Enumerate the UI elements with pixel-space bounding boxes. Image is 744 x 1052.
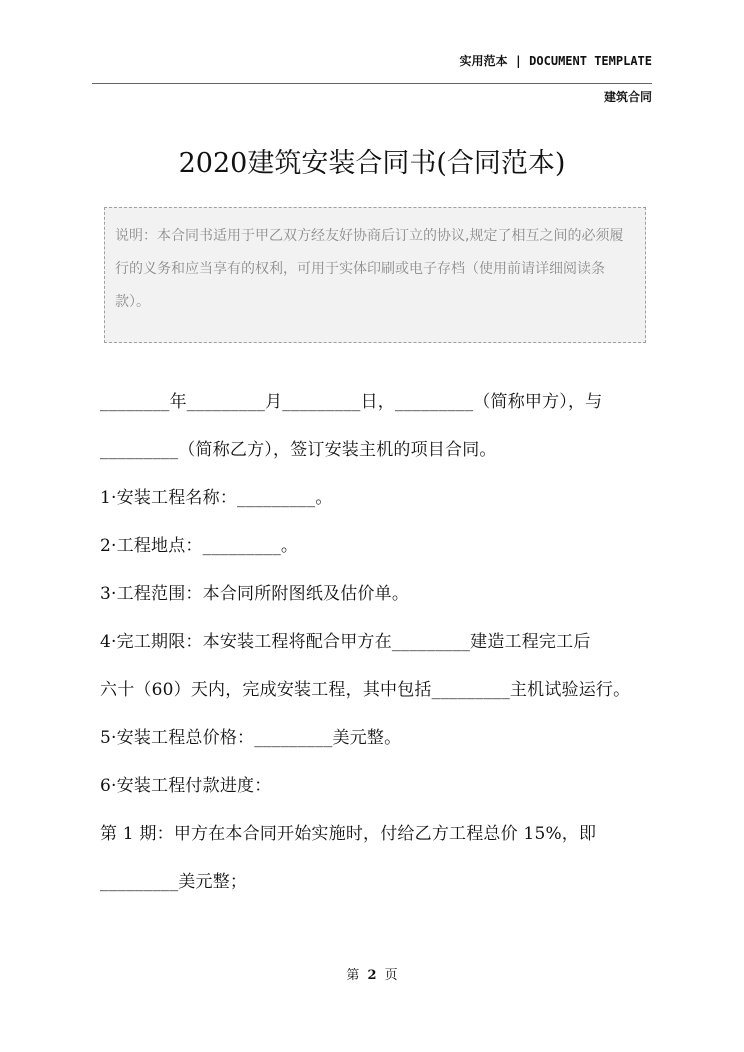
clause-project-name: 1·安装工程名称：_________。 (100, 488, 333, 508)
payment-phase-1: 第 1 期：甲方在本合同开始实施时，付给乙方工程总价 15%，即 (100, 824, 597, 844)
header-doc-label: 实用范本 | DOCUMENT TEMPLATE (459, 54, 652, 68)
document-title: 2020建筑安装合同书(合同范本) (178, 148, 566, 179)
contract-body (100, 378, 660, 906)
paragraph-parties-cont: _________（简称乙方），签订安装主机的项目合同。 (100, 440, 497, 460)
footer-prefix: 第 (346, 968, 360, 983)
clause-project-location: 2·工程地点：_________。 (100, 536, 299, 556)
footer-suffix: 页 (384, 968, 398, 983)
clause-completion-period: 4·完工期限：本安装工程将配合甲方在_________建造工程完工后 (100, 632, 591, 652)
page-footer (0, 964, 744, 983)
clause-project-scope: 3·工程范围：本合同所附图纸及估价单。 (100, 584, 410, 604)
clause-completion-period-cont: 六十（60）天内，完成安装工程，其中包括_________主机试验运行。 (100, 680, 631, 700)
payment-phase-1-cont: _________美元整； (100, 872, 248, 892)
description-note-box (104, 207, 646, 343)
description-note-text: 说明：本合同书适用于甲乙双方经友好协商后订立的协议,规定了相互之间的必须履行的义务和应当享有的权利，可用于实体印刷或电子存档（使用前请详细阅读条款）。 (115, 228, 624, 310)
clause-payment-schedule: 6·安装工程付款进度： (100, 776, 272, 796)
page-number: 2 (367, 968, 377, 983)
header-divider (92, 83, 652, 84)
paragraph-parties: ________年_________月_________日，_________（简称甲方），与 (100, 392, 603, 412)
header-category: 建筑合同 (603, 90, 652, 104)
clause-total-price: 5·安装工程总价格：_________美元整。 (100, 728, 402, 748)
